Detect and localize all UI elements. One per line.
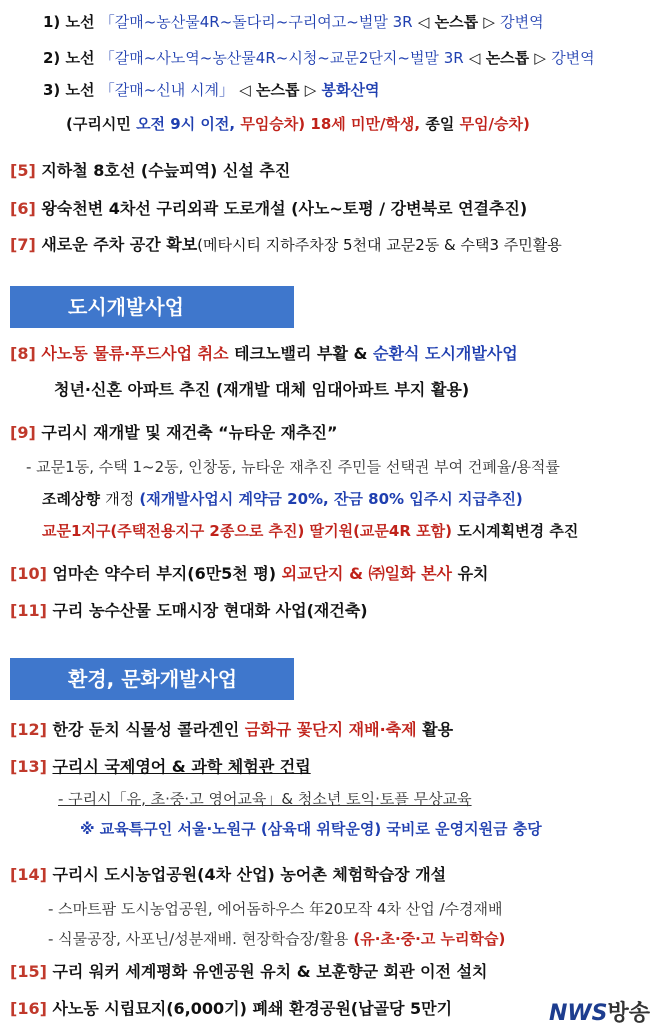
item-14-detail-1: - 스마트팜 도시농업공원, 에어돔하우스 年20모작 4차 산업 /수경재배 [48,900,503,918]
item-12: [12] 한강 둔치 식물성 콜라겐인 금화규 꽃단지 재배·축제 활용 [10,720,454,739]
route-3: 3) 노선 「갈매~신내 시계」 ◁ 논스톱 ▷ 봉화산역 [43,81,380,99]
route-1: 1) 노선 「갈매~농산물4R~돌다리~구리여고~벌말 3R ◁ 논스톱 ▷ 강변역 [43,13,544,31]
item-13: [13] 구리시 국제영어 & 과학 체험관 건립 [10,757,311,776]
item-10: [10] 엄마손 약수터 부지(6만5천 평) 외교단지 & ㈜일화 본사 유치 [10,564,489,583]
section-culture-development: 환경, 문화개발사업 [10,658,294,700]
item-9-detail-3: 교문1지구(주택전용지구 2종으로 추진) 딸기원(교문4R 포함) 도시계획변경 추진 [42,522,579,540]
section-urban-development: 도시개발사업 [10,286,294,328]
watermark-logo: NWS방송 [548,1001,650,1026]
item-14: [14] 구리시 도시농업공원(4차 산업) 농어촌 체험학습장 개설 [10,865,447,884]
item-9: [9] 구리시 재개발 및 재건축 “뉴타운 재추진” [10,423,338,442]
route-2: 2) 노선 「갈매~사노역~농산물4R~시청~교문2단지~벌말 3R ◁ 논스톱 ▷ 강변역 [43,49,595,67]
item-15: [15] 구리 워커 세계평화 유엔공원 유치 & 보훈향군 회관 이전 설치 [10,962,488,981]
item-7: [7] 새로운 주차 공간 확보(메타시티 지하주차장 5천대 교문2동 & 수택3 주민활용 [10,235,562,254]
item-9-detail-2: 조례상향 개정 (재개발사업시 계약금 20%, 잔금 80% 입주시 지급추진) [42,490,523,508]
item-9-detail-1: - 교문1동, 수택 1~2동, 인창동, 뉴타운 재추진 주민들 선택권 부여 건폐율/용적률 [26,458,560,476]
item-8-line2: 청년·신혼 아파트 추진 (재개발 대체 임대아파트 부지 활용) [54,380,470,399]
item-11: [11] 구리 농수산물 도매시장 현대화 사업(재건축) [10,601,368,620]
item-6: [6] 왕숙천변 4차선 구리외곽 도로개설 (사노~토평 / 강변북로 연결추진) [10,199,528,218]
fare-note: (구리시민 오전 9시 이전, 무임승차) 18세 미만/학생, 종일 무임/승차) [66,115,530,133]
item-5: [5] 지하철 8호선 (수늪피역) 신설 추진 [10,161,291,180]
item-8: [8] 사노동 물류·푸드사업 취소 테크노밸리 부활 & 순환식 도시개발사업 [10,344,518,363]
item-13-detail-1: - 구리시「유, 초·중·고 영어교육」& 청소년 토익·토플 무상교육 [58,790,472,808]
item-14-detail-2: - 식물공장, 사포닌/성분재배. 현장학습장/활용 (유·초·중·고 누리학습) [48,930,506,948]
item-13-detail-2: ※ 교육특구인 서울·노원구 (삼육대 위탁운영) 국비로 운영지원금 충당 [80,820,542,838]
item-16: [16] 사노동 시립묘지(6,000기) 폐쇄 환경공원(납골당 5만기 [10,999,453,1018]
